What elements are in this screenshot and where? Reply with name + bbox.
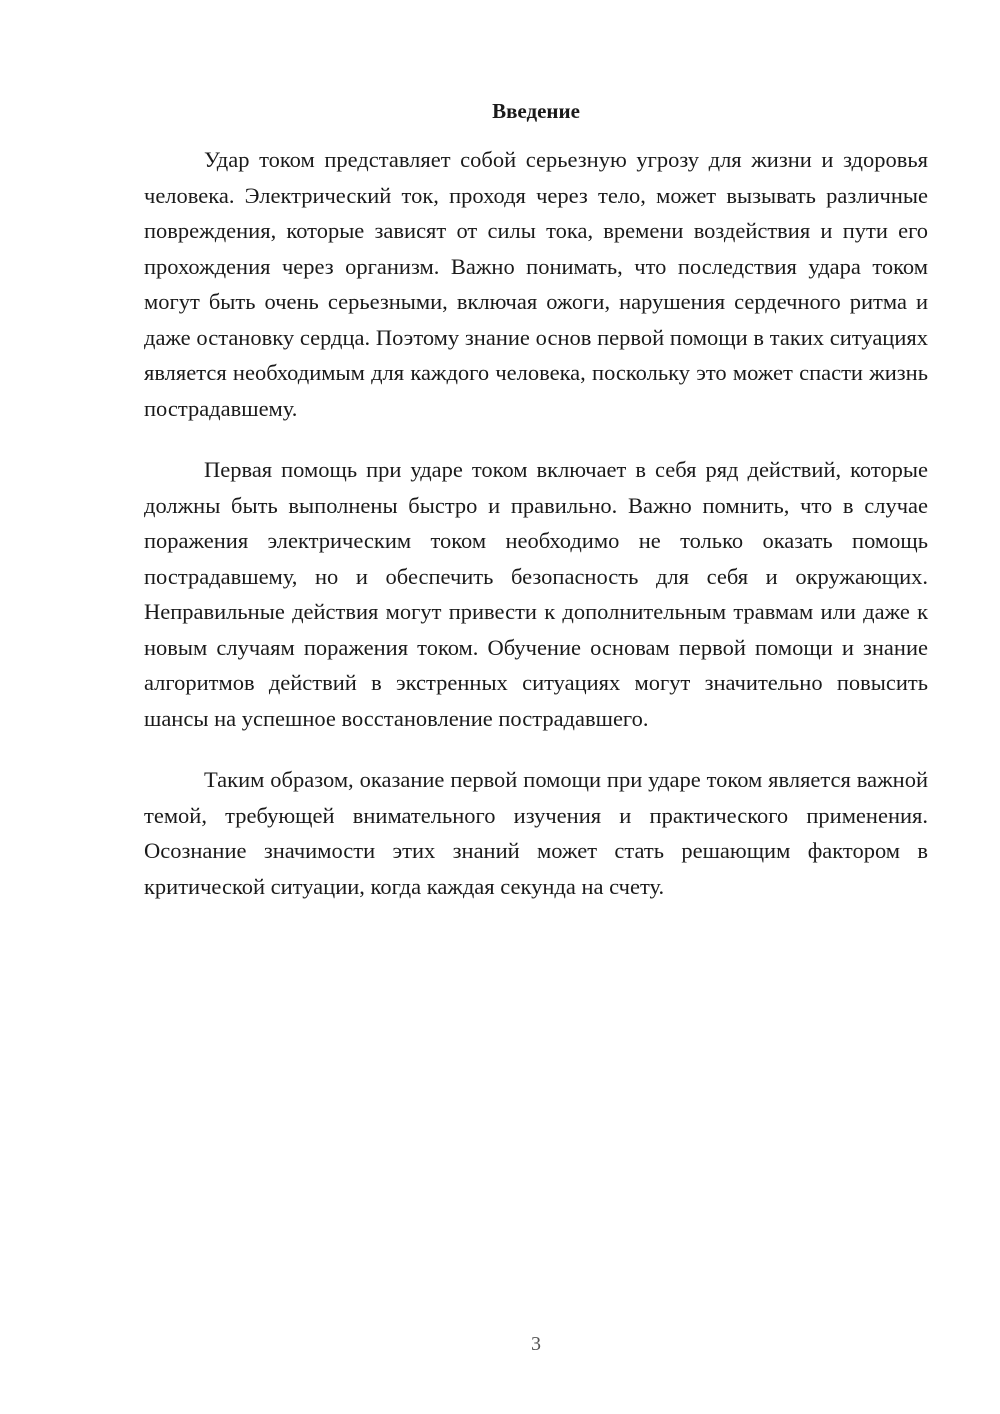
paragraph-3: Таким образом, оказание первой помощи при ударе током является важной темой, требующей внимательного изучения и практического применения. Осознание значимости этих знаний может стать решающим фактором в критической ситуации, когда каждая секунда на счету.	[144, 767, 928, 899]
paragraph-2: Первая помощь при ударе током включает в себя ряд действий, которые должны быть выполнены быстро и правильно. Важно помнить, что в случае поражения электрическим током необходимо не только оказать помощь пострадавшему, но и обеспечить безопасность для себя и окружающих. Неправильные действия могут привести к дополнительным травмам или даже к новым случаям поражения током. Обучение основам первой помощи и знание алгоритмов действий в экстренных ситуациях могут значительно повысить шансы на успешное восстановление пострадавшего.	[144, 457, 928, 731]
document-body	[144, 142, 928, 930]
section-heading: Введение	[492, 99, 580, 123]
page-number: 3	[531, 1333, 541, 1355]
paragraph-1: Удар током представляет собой серьезную угрозу для жизни и здоровья человека. Электрический ток, проходя через тело, может вызывать различные повреждения, которые зависят от силы тока, времени воздействия и пути его прохождения через организм. Важно понимать, что последствия удара током могут быть очень серьезными, включая ожоги, нарушения сердечного ритма и даже остановку сердца. Поэтому знание основ первой помощи в таких ситуациях является необходимым для каждого человека, поскольку это может спасти жизнь пострадавшему.	[144, 147, 928, 421]
